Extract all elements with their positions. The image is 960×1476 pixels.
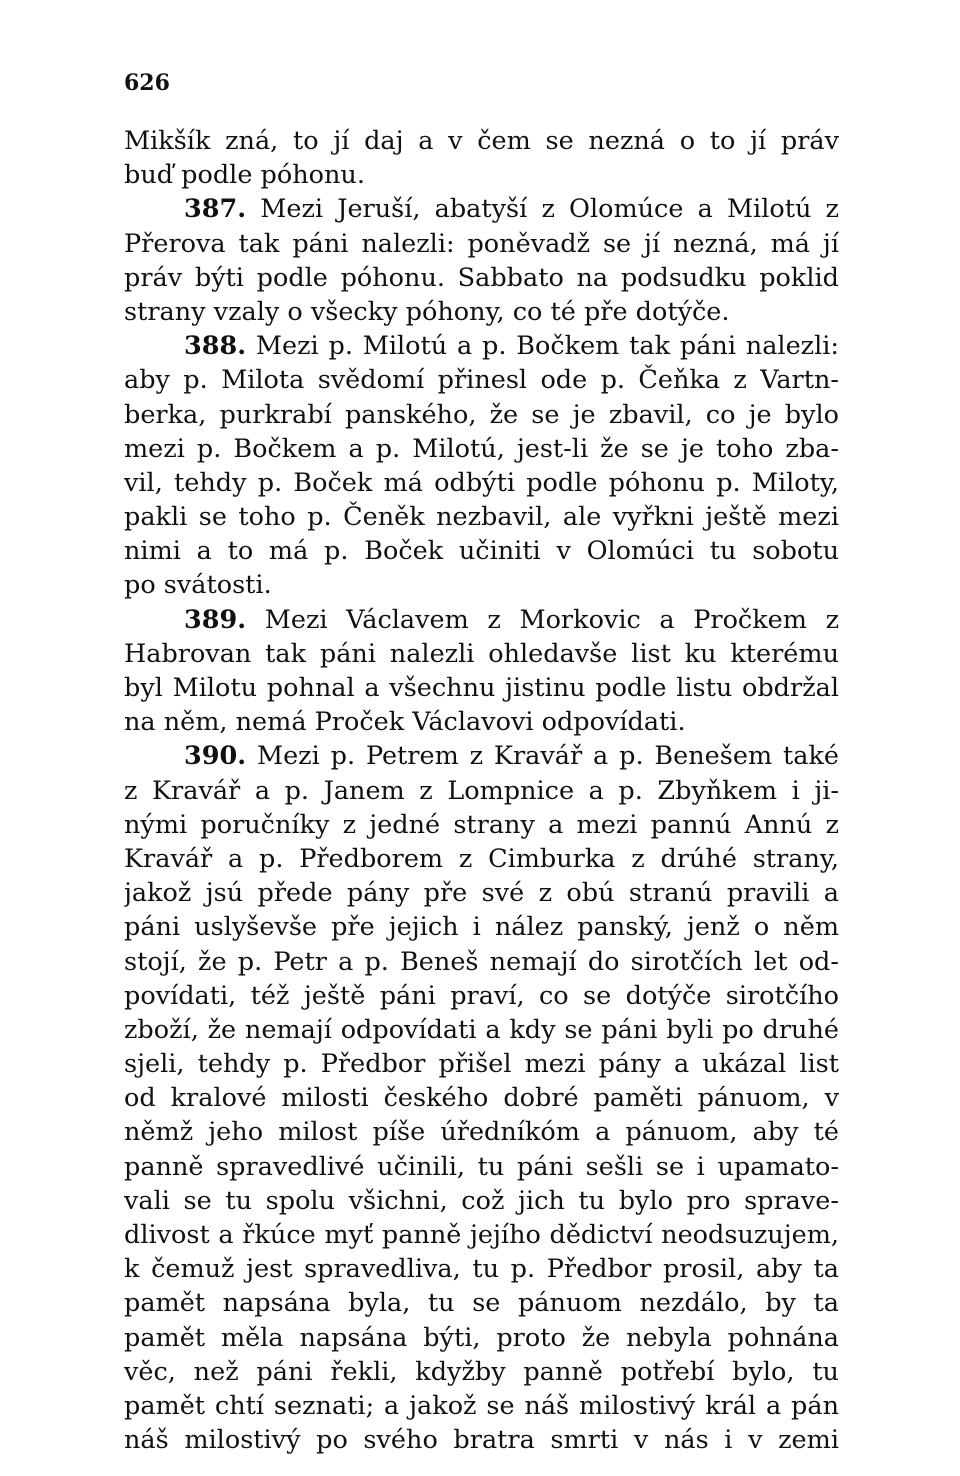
text-line xyxy=(124,363,839,397)
text-line xyxy=(124,671,839,705)
text-line xyxy=(124,295,839,329)
line-text: stojí, že p. Petr a p. Beneš nemají do sirotčích let od- xyxy=(124,946,839,977)
text-line xyxy=(124,227,839,261)
line-text: mezi p. Bočkem a p. Milotú, jest-li že se je toho zba- xyxy=(124,433,839,464)
line-text: Habrovan tak páni nalezli ohledavše list ku kterému xyxy=(124,638,839,669)
line-text: vil, tehdy p. Boček má odbýti podle póhonu p. Miloty, xyxy=(124,467,839,498)
line-text: pamět napsána byla, tu se pánuom nezdálo, by ta xyxy=(124,1288,839,1319)
paragraph-number: 389. xyxy=(184,604,247,635)
paragraph-first-line xyxy=(124,192,839,226)
text-line xyxy=(124,876,839,910)
line-text: dlivost a řkúce myť panně jejího dědictví neodsuzujem, xyxy=(124,1220,839,1250)
line-text: Mezi Václavem z Morkovic a Pročkem z xyxy=(246,604,839,635)
line-text: nimi a to má p. Boček učiniti v Olomúci tu sobotu xyxy=(124,536,839,567)
text-line xyxy=(124,500,839,534)
line-text: Mezi Jeruší, abatyší z Olomúce a Milotú z xyxy=(246,194,839,225)
text-line xyxy=(124,705,839,739)
text-line xyxy=(124,808,839,842)
line-text: po svátosti. xyxy=(124,570,272,601)
text-line xyxy=(124,1389,839,1423)
line-text: Přerova tak páni nalezli: poněvadž se jí nezná, má jí xyxy=(124,228,839,259)
paragraph-number: 387. xyxy=(184,194,247,225)
text-line xyxy=(124,1184,839,1218)
text-line xyxy=(124,158,839,192)
text-line xyxy=(124,910,839,944)
line-text: němž jeho milost píše úředníkóm a pánuom, aby té xyxy=(124,1117,839,1148)
line-text: nými poručníky z jedné strany a mezi pannú Annú z xyxy=(124,809,839,840)
line-text: z Kravář a p. Janem z Lompnice a p. Zbyňkem i ji- xyxy=(124,775,839,806)
line-text: panně spravedlivé učinili, tu páni sešli se i upamato- xyxy=(124,1151,839,1182)
line-text: na něm, nemá Proček Václavovi odpovídati. xyxy=(124,707,686,738)
line-text: Mikšík zná, to jí daj a v čem se nezná o to jí práv xyxy=(124,126,839,156)
text-line xyxy=(124,1218,839,1252)
text-line xyxy=(124,1115,839,1149)
line-text: povídati, též ještě páni praví, co se dotýče sirotčího xyxy=(124,980,839,1011)
line-text: pamět měla napsána býti, proto že nebyla pohnána xyxy=(124,1322,839,1353)
line-text: sjeli, tehdy p. Předbor přišel mezi pány a ukázal list xyxy=(124,1049,839,1080)
text-line xyxy=(124,945,839,979)
text-line xyxy=(124,774,839,808)
text-line xyxy=(124,534,839,568)
line-text: berka, purkrabí panského, že se je zbavil, co je bylo xyxy=(124,399,839,430)
paragraph-number: 390. xyxy=(184,741,247,772)
paragraph-first-line xyxy=(124,739,839,773)
line-text: páni uslyševše pře jejich i nález panský, jenž o něm xyxy=(124,912,839,943)
text-line xyxy=(124,637,839,671)
text-line xyxy=(124,1047,839,1081)
paragraph-first-line xyxy=(124,329,839,363)
text-line xyxy=(124,1013,839,1047)
line-text: zboží, že nemají odpovídati a kdy se páni byli po druhé xyxy=(124,1014,839,1045)
line-text: Kravář a p. Předborem z Cimburka z drúhé strany, xyxy=(124,843,839,874)
paragraph-number: 388. xyxy=(184,331,247,362)
text-line xyxy=(124,1252,839,1286)
line-text: jakož jsú přede pány pře své z obú stranú pravili a xyxy=(124,878,839,909)
line-text: strany vzaly o všecky póhony, co té pře dotýče. xyxy=(124,296,730,327)
text-line xyxy=(124,1355,839,1389)
paragraph-first-line xyxy=(124,603,839,637)
text-line xyxy=(124,466,839,500)
page-number: 626 xyxy=(124,70,170,96)
line-text: aby p. Milota svědomí přinesl ode p. Čeňka z Vartn- xyxy=(124,365,839,396)
text-line xyxy=(124,432,839,466)
line-text: náš milostivý po svého bratra smrti v nás i v zemi xyxy=(124,1425,839,1456)
text-line xyxy=(124,1286,839,1320)
line-text: od kralové milosti českého dobré paměti pánuom, v xyxy=(124,1083,839,1114)
text-line xyxy=(124,261,839,295)
line-text: pamět chtí seznati; a jakož se náš milostivý král a pán xyxy=(124,1390,839,1421)
text-line xyxy=(124,398,839,432)
line-text: pakli se toho p. Čeněk nezbavil, ale vyřkni ještě mezi xyxy=(124,502,839,533)
line-text: buď podle póhonu. xyxy=(124,160,365,191)
text-line xyxy=(124,1423,839,1457)
text-line xyxy=(124,568,839,602)
line-text: vali se tu spolu všichni, což jich tu bylo pro sprave- xyxy=(124,1185,839,1216)
text-line xyxy=(124,979,839,1013)
text-line xyxy=(124,842,839,876)
line-text: věc, než páni řekli, kdyžby panně potřebí bylo, tu xyxy=(124,1356,839,1387)
text-line xyxy=(124,124,839,158)
body-text xyxy=(124,124,839,1457)
text-line xyxy=(124,1081,839,1115)
text-line xyxy=(124,1321,839,1355)
line-text: Mezi p. Petrem z Kravář a p. Benešem také xyxy=(246,741,839,772)
line-text: byl Milotu pohnal a všechnu jistinu podle listu obdržal xyxy=(124,673,839,703)
line-text: práv býti podle póhonu. Sabbato na podsudku poklid xyxy=(124,262,839,293)
line-text: k čemuž jest spravedliva, tu p. Předbor prosil, aby ta xyxy=(124,1254,839,1285)
text-line xyxy=(124,1150,839,1184)
line-text: Mezi p. Milotú a p. Bočkem tak páni nalezli: xyxy=(246,331,839,362)
